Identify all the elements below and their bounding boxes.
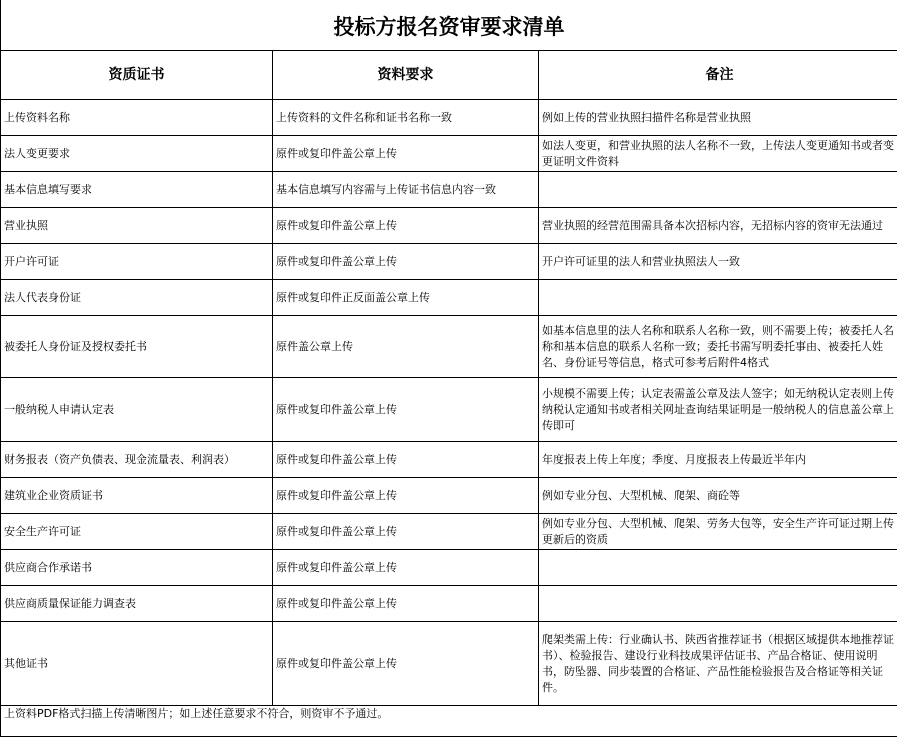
table-row (1, 316, 897, 378)
cell-note[interactable] (539, 514, 897, 550)
cell-note-text: 爬架类需上传：行业确认书、陕西省推荐证书（根据区域提供本地推荐证书）、检验报告、建设行业科技成果评估证书、产品合格证、使用说明书，防坠器、同步装置的合格证、产品性能检验报告及合格证等相关证件。 (542, 632, 894, 694)
cell-certificate[interactable] (1, 478, 273, 514)
sheet-title: 投标方报名资审要求清单 (0, 0, 897, 50)
cell-note[interactable] (539, 550, 897, 586)
cell-certificate[interactable] (1, 378, 273, 442)
header-requirement: 资料要求 (273, 51, 539, 100)
cell-requirement[interactable] (273, 100, 539, 136)
header-row (1, 51, 897, 100)
header-note: 备注 (539, 51, 897, 100)
cell-note-text: 年度报表上传上年度；季度、月度报表上传最近半年内 (542, 452, 806, 466)
cell-certificate-text: 开户许可证 (4, 254, 59, 268)
cell-requirement-text: 原件或复印件盖公章上传 (276, 488, 397, 502)
cell-requirement-text: 上传资料的文件名称和证书名称一致 (276, 110, 452, 124)
cell-certificate-text: 供应商合作承诺书 (4, 560, 92, 574)
cell-requirement[interactable] (273, 514, 539, 550)
cell-requirement[interactable] (273, 172, 539, 208)
cell-certificate-text: 供应商质量保证能力调查表 (4, 596, 136, 610)
cell-requirement-text: 基本信息填写内容需与上传证书信息内容一致 (276, 182, 496, 196)
cell-requirement-text: 原件或复印件正反面盖公章上传 (276, 290, 430, 304)
cell-certificate[interactable] (1, 244, 273, 280)
cell-note-text: 如基本信息里的法人名称和联系人名称一致，则不需要上传；被委托人名称和基本信息的联系人名称一致；委托书需写明委托事由、被委托人姓名、身份证号等信息，格式可参考后附件4格式 (542, 323, 894, 369)
cell-note[interactable] (539, 136, 897, 172)
cell-requirement-text: 原件或复印件盖公章上传 (276, 218, 397, 232)
cell-note[interactable] (539, 280, 897, 316)
cell-requirement-text: 原件或复印件盖公章上传 (276, 596, 397, 610)
cell-requirement-text: 原件或复印件盖公章上传 (276, 524, 397, 538)
table-row (1, 172, 897, 208)
cell-certificate[interactable] (1, 280, 273, 316)
table-row (1, 208, 897, 244)
cell-certificate-text: 法人变更要求 (4, 146, 70, 160)
cell-certificate-text: 建筑业企业资质证书 (4, 488, 103, 502)
table-row (1, 514, 897, 550)
cell-note[interactable] (539, 172, 897, 208)
table-row (1, 244, 897, 280)
cell-note[interactable] (539, 316, 897, 378)
cell-requirement-text: 原件或复印件盖公章上传 (276, 656, 397, 670)
cell-requirement[interactable] (273, 316, 539, 378)
cell-note-text: 例如专业分包、大型机械、爬架、商砼等 (542, 488, 740, 502)
cell-requirement[interactable] (273, 208, 539, 244)
cell-requirement[interactable] (273, 244, 539, 280)
table-row (1, 280, 897, 316)
cell-requirement[interactable] (273, 478, 539, 514)
cell-note[interactable] (539, 442, 897, 478)
cell-note[interactable] (539, 100, 897, 136)
cell-certificate[interactable] (1, 136, 273, 172)
table-row (1, 100, 897, 136)
cell-certificate[interactable] (1, 172, 273, 208)
cell-certificate[interactable] (1, 208, 273, 244)
cell-certificate[interactable] (1, 586, 273, 622)
cell-certificate-text: 被委托人身份证及授权委托书 (4, 339, 147, 353)
table-row (1, 478, 897, 514)
cell-certificate-text: 营业执照 (4, 218, 48, 232)
cell-certificate[interactable] (1, 550, 273, 586)
cell-requirement-text: 原件盖公章上传 (276, 339, 353, 353)
cell-note-text: 小规模不需要上传；认定表需盖公章及法人签字；如无纳税认定表则上传纳税认定通知书或者相关网址查询结果证明是一般纳税人的信息盖公章上传即可 (542, 386, 894, 432)
cell-note-text: 营业执照的经营范围需具备本次招标内容，无招标内容的资审无法通过 (542, 218, 883, 232)
cell-certificate-text: 其他证书 (4, 656, 48, 670)
table-body (1, 100, 897, 706)
table-row (1, 442, 897, 478)
cell-certificate-text: 一般纳税人申请认定表 (4, 402, 114, 416)
cell-requirement[interactable] (273, 378, 539, 442)
table-row (1, 136, 897, 172)
table-row (1, 378, 897, 442)
table-row (1, 586, 897, 622)
cell-note[interactable] (539, 478, 897, 514)
cell-note[interactable] (539, 244, 897, 280)
cell-certificate-text: 财务报表（资产负债表、现金流量表、利润表） (4, 452, 235, 466)
cell-certificate-text: 安全生产许可证 (4, 524, 81, 538)
cell-requirement-text: 原件或复印件盖公章上传 (276, 560, 397, 574)
cell-certificate-text: 基本信息填写要求 (4, 182, 92, 196)
cell-note-text: 如法人变更，和营业执照的法人名称不一致，上传法人变更通知书或者变更证明文件资料 (542, 138, 894, 168)
cell-certificate-text: 上传资料名称 (4, 110, 70, 124)
cell-requirement-text: 原件或复印件盖公章上传 (276, 402, 397, 416)
cell-requirement[interactable] (273, 550, 539, 586)
requirements-table (0, 50, 897, 706)
table-row (1, 550, 897, 586)
cell-certificate-text: 法人代表身份证 (4, 290, 81, 304)
cell-note-text: 开户许可证里的法人和营业执照法人一致 (542, 254, 740, 268)
footer-note: 上资料PDF格式扫描上传清晰图片；如上述任意要求不符合，则资审不予通过。 (0, 692, 897, 737)
cell-note[interactable] (539, 378, 897, 442)
cell-note[interactable] (539, 208, 897, 244)
cell-certificate[interactable] (1, 442, 273, 478)
cell-requirement-text: 原件或复印件盖公章上传 (276, 146, 397, 160)
cell-requirement[interactable] (273, 280, 539, 316)
cell-requirement-text: 原件或复印件盖公章上传 (276, 254, 397, 268)
header-certificate: 资质证书 (1, 51, 273, 100)
cell-certificate[interactable] (1, 514, 273, 550)
cell-certificate[interactable] (1, 316, 273, 378)
cell-note[interactable] (539, 586, 897, 622)
cell-note-text: 例如上传的营业执照扫描件名称是营业执照 (542, 110, 751, 124)
cell-requirement[interactable] (273, 136, 539, 172)
cell-requirement[interactable] (273, 442, 539, 478)
cell-note-text: 例如专业分包、大型机械、爬架、劳务大包等，安全生产许可证过期上传更新后的资质 (542, 516, 894, 546)
cell-requirement-text: 原件或复印件盖公章上传 (276, 452, 397, 466)
cell-requirement[interactable] (273, 586, 539, 622)
cell-certificate[interactable] (1, 100, 273, 136)
